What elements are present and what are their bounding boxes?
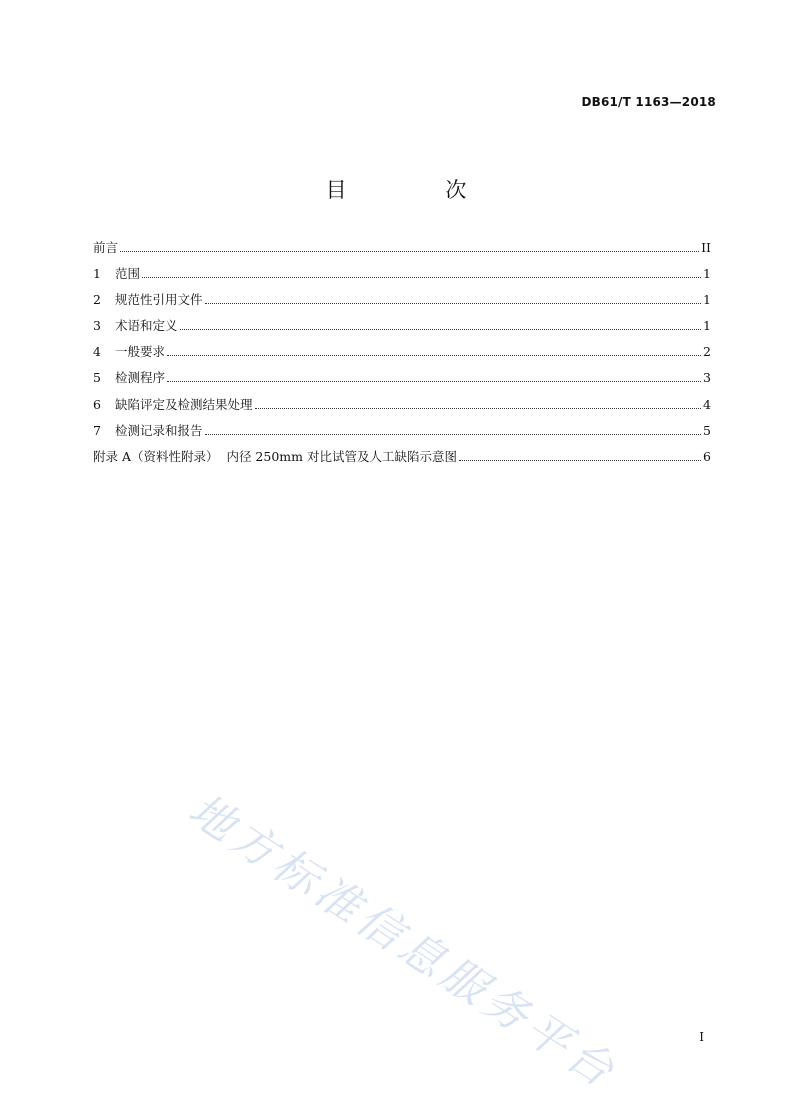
toc-leader-dots — [167, 381, 701, 382]
toc-entry-page: 1 — [703, 318, 711, 334]
toc-leader-dots — [180, 329, 701, 330]
toc-entry-number: 2 — [93, 292, 101, 308]
toc-entry-defect-evaluation[interactable] — [93, 395, 711, 421]
toc-entry-page: 1 — [703, 292, 711, 308]
toc-leader-dots — [205, 434, 701, 435]
toc-entry-label: 前言 — [93, 240, 119, 255]
toc-entry-number: 6 — [93, 396, 101, 412]
toc-entry-page: 1 — [703, 266, 711, 282]
toc-entry-number: 5 — [93, 370, 101, 386]
toc-entry-label: 缺陷评定及检测结果处理 — [115, 396, 253, 412]
toc-entry-scope[interactable] — [93, 264, 711, 290]
toc-leader-dots — [142, 277, 701, 278]
toc-entry-label: 检测程序 — [115, 370, 166, 386]
toc-entry-label: 范围 — [115, 266, 141, 282]
toc-entry-number: 4 — [93, 344, 101, 360]
toc-entry-page: II — [701, 240, 711, 255]
toc-leader-dots — [255, 408, 701, 409]
toc-leader-dots — [167, 355, 701, 356]
toc-entry-number: 1 — [93, 266, 101, 282]
toc-entry-label: 附录 A（资料性附录） 内径 250mm 对比试管及人工缺陷示意图 — [93, 448, 457, 464]
toc-entry-terms[interactable] — [93, 316, 711, 342]
toc-entry-page: 6 — [703, 448, 711, 464]
toc-entry-number: 3 — [93, 318, 101, 334]
toc-entry-page: 3 — [703, 370, 711, 386]
toc-entry-number: 7 — [93, 422, 101, 438]
toc-entry-normative-references[interactable] — [93, 290, 711, 316]
toc-entry-label: 检测记录和报告 — [115, 422, 203, 438]
toc-entry-general-requirements[interactable] — [93, 342, 711, 368]
toc-entry-test-procedure[interactable] — [93, 368, 711, 394]
page-title: 目 次 — [325, 178, 513, 202]
toc-leader-dots — [459, 460, 701, 461]
toc-entry-appendix-a[interactable] — [93, 447, 711, 473]
toc-entry-page: 5 — [703, 422, 711, 438]
toc-entry-records-and-report[interactable] — [93, 421, 711, 447]
toc-entry-label: 术语和定义 — [115, 318, 178, 334]
standard-code: DB61/T 1163—2018 — [581, 95, 716, 109]
toc-entry-page: 4 — [703, 396, 711, 412]
toc-leader-dots — [120, 251, 699, 252]
toc-leader-dots — [205, 303, 701, 304]
page-number: I — [699, 1030, 704, 1044]
toc-entry-foreword[interactable] — [93, 238, 711, 264]
toc-entry-label: 一般要求 — [115, 344, 166, 360]
watermark: 地方标准信息服务平台 — [179, 784, 627, 1100]
table-of-contents — [93, 238, 711, 473]
toc-entry-page: 2 — [703, 344, 711, 360]
toc-entry-label: 规范性引用文件 — [115, 292, 203, 308]
